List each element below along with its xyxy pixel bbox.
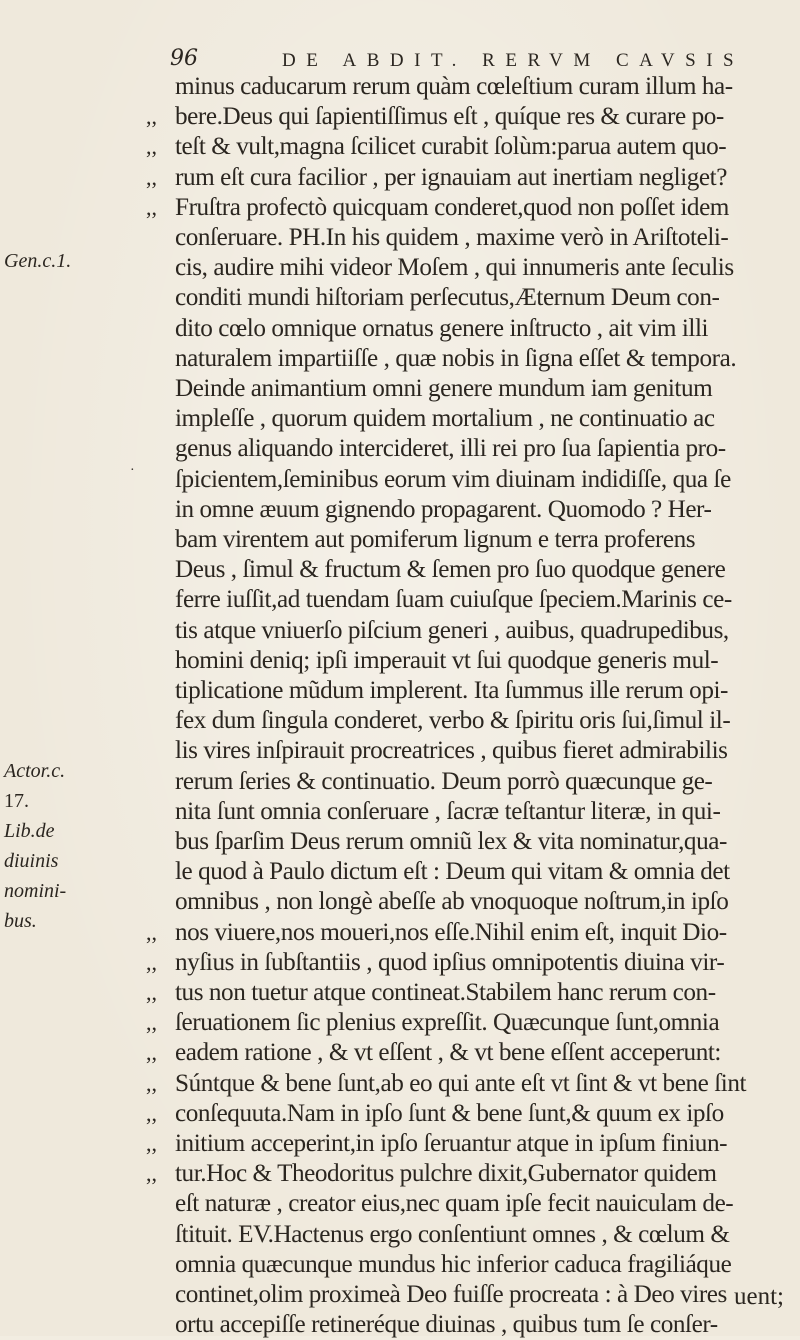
catchword: uent; [734,1283,784,1310]
text-line: le quod à Paulo dictum eſt : Deum qui vitam & omnia det [175,858,730,886]
quotation-mark: ,, [146,1131,157,1156]
quotation-mark: ,, [146,1100,157,1126]
text-line: dito cœlo omnique ornatus genere inſtructo , ait vim illi [175,314,709,342]
quotation-mark: ,, [146,164,157,190]
text-line: tus non tuetur atque contineat.Stabilem hanc rerum con- [175,979,716,1006]
margin-note-lib: Lib.de [4,820,55,842]
text-line: ſeruationem ſic plenius expreſſit. Quæcunque ſunt,omnia [175,1009,720,1037]
text-line: in omne æuum gignendo propagarent. Quomodo ? Her- [175,495,712,523]
text-line: tis atque vniuerſo piſcium generi , auibus, quadrupedibus, [175,616,729,644]
quotation-mark: ,, [146,1040,157,1066]
page-number: 96 [170,46,198,71]
text-line: omnibus , non longè abeſſe ab vnoquoque noſtrum,in ipſo [175,888,729,916]
text-line: nita ſunt omnia conſeruare , ſacræ teſtantur literæ, in qui- [175,797,721,825]
quotation-mark: ,, [146,134,157,160]
text-line: bere.Deus qui ſapientiſſimus eſt , quíque res & curare po- [175,103,724,131]
text-line: ſtituit. EV.Hactenus ergo conſentiunt omnes , & cœlum & [175,1220,730,1248]
text-line: eadem ratione , & vt eſſent , & vt bene eſſent acceperunt: [175,1039,721,1067]
text-line: bus ſparſim Deus rerum omniũ lex & vita nominatur,qua- [175,828,727,855]
text-line: nyſius in ſubſtantiis , quod ipſius omnipotentis diuina vir- [175,948,725,976]
text-line: Deinde animantium omni genere mundum iam genitum [175,375,713,402]
text-line: tiplicatione mũdum implerent. Ita ſummus ille rerum opi- [175,677,728,704]
text-line: impleſſe , quorum quidem mortalium , ne continuatio ac [175,405,715,433]
text-line: homini deniq; ipſi imperauit vt ſui quodque generis mul- [175,646,719,674]
text-line: minus caducarum rerum quàm cœleſtium curam illum ha- [175,73,733,100]
text-line: ferre iuſſit,ad tuendam ſuam cuiuſque ſpeciem.Marinis ce- [175,586,732,614]
text-line: conditi mundi hiſtoriam perſecutus,Æternum Deum con- [175,284,720,312]
margin-note-chapter: 17. [4,790,29,812]
quotation-mark: ,, [146,980,157,1005]
margin-note-nomini: nomini- [4,880,67,902]
text-line: eſt naturæ , creator eius,nec quam ipſe fecit nauiculam de- [175,1190,734,1218]
quotation-mark: ,, [146,194,157,220]
margin-dot: · [130,463,135,478]
text-line: lis vires inſpirauit procreatrices , quibus fieret admirabilis [175,737,728,765]
quotation-mark: ,, [146,104,157,130]
text-line: initium acceperint,in ipſo ſeruantur atque in ipſum finiun- [175,1130,728,1157]
quotation-mark: ,, [146,919,157,945]
text-line: rum eſt cura facilior , per ignauiam aut inertiam negliget? [175,163,727,191]
text-line: rerum ſeries & continuatio. Deum porrò quæcunque ge- [175,767,713,795]
text-line: tur.Hoc & Theodoritus pulchre dixit,Gubernator quidem [175,1160,717,1188]
text-line: Deus , ſimul & fructum & ſemen pro ſuo quodque genere [175,556,726,584]
text-line: genus aliquando intercideret, illi rei pro ſua ſapientia pro- [175,435,726,463]
margin-note-genesis: Gen.c.1. [4,250,72,272]
quotation-mark: ,, [146,1010,157,1036]
margin-note-bus: bus. [4,910,37,932]
text-line: ortu accepiſſe retineréque diuinas , quibus tum ſe conſer- [175,1311,718,1339]
text-line: ſpicientem,ſeminibus eorum vim diuinam indidiſſe, qua ſe [175,465,731,493]
text-line: Fruſtra profectò quicquam conderet,quod non poſſet idem [175,193,729,221]
quotation-mark: ,, [146,949,157,975]
margin-note-acts: Actor.c. [4,760,66,782]
text-line: fex dum ſingula conderet, verbo & ſpiritu oris ſui,ſimul il- [175,707,731,735]
text-line: conſequuta.Nam in ipſo ſunt & bene ſunt,& quum ex ipſo [175,1099,724,1127]
text-line: nos viuere,nos moueri,nos eſſe.Nihil enim eſt, inquit Dio- [175,918,727,946]
quotation-mark: ,, [146,1161,157,1187]
text-line: cis, audire mihi videor Moſem , qui innumeris ante ſeculis [175,254,734,282]
text-line: Súntque & bene ſunt,ab eo qui ante eſt vt ſint & vt bene ſint [175,1069,747,1097]
text-line: bam virentem aut pomiferum lignum e terra proferens [175,526,696,553]
margin-note-diuinis: diuinis [4,850,59,872]
quotation-mark: ,, [146,1070,157,1096]
text-line: continet,olim proximeà Deo fuiſſe procreata : à Deo vires [175,1281,727,1308]
running-title: DE ABDIT. RERVM CAVSIS [282,50,745,71]
text-line: teſt & vult,magna ſcilicet curabit ſolùm:parua autem quo- [175,133,727,161]
text-line: naturalem impartiiſſe , quæ nobis in ſigna eſſet & tempora. [175,344,737,372]
text-line: omnia quæcunque mundus hic inferior caduca fragiliáque [175,1250,732,1278]
text-line: conſeruare. PH.In his quidem , maxime verò in Ariſtoteli- [175,224,729,251]
